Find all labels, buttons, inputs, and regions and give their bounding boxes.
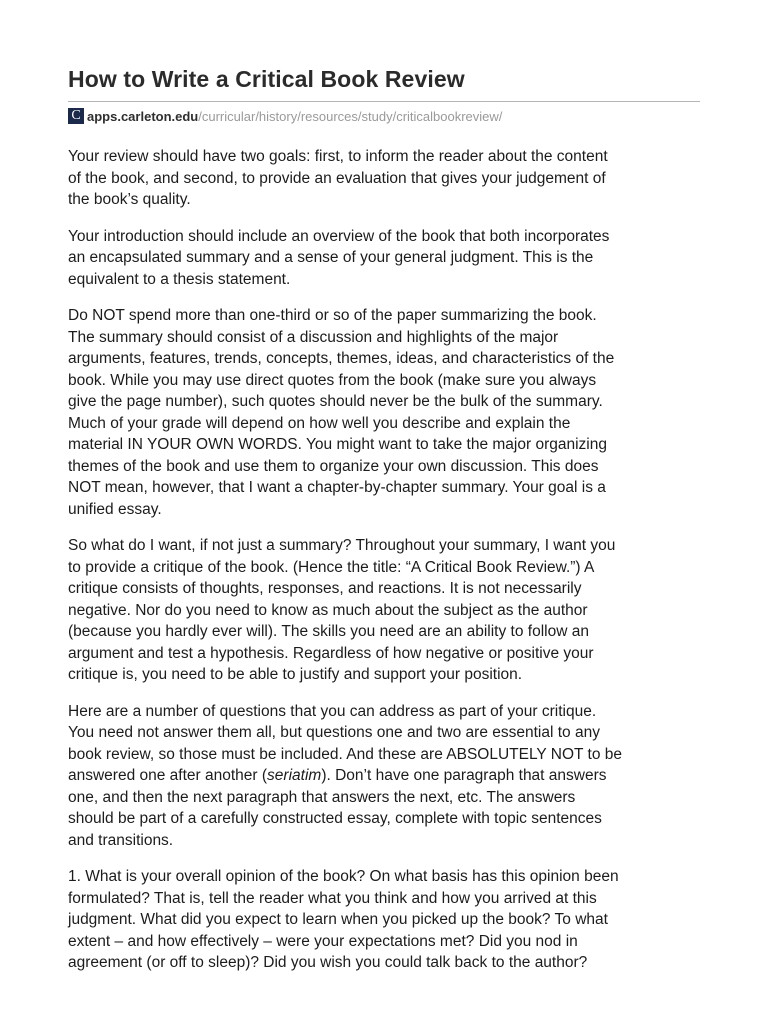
text-line: (because you hardly ever will). The skills you need are an ability to follow an: [68, 623, 589, 640]
text-line: Much of your grade will depend on how well you describe and explain the: [68, 414, 571, 432]
text-line: unified essay.: [68, 500, 162, 518]
text-line: critique is, you need to be able to justify and support your position.: [68, 666, 523, 683]
text-line: judgment. What did you expect to learn when you picked up the book? To what: [68, 911, 608, 928]
source-path[interactable]: /curricular/history/resources/study/criticalbookreview/: [198, 108, 503, 124]
text-line: one, and then the next paragraph that answers the next, etc. The answers: [68, 788, 576, 806]
text-line: Your introduction should include an overview of the book that both incorporates: [68, 227, 610, 245]
paragraph-summary: [68, 305, 708, 520]
text-run: ). Don’t have one paragraph that answers: [321, 767, 607, 784]
text-line: equivalent to a thesis statement.: [68, 270, 291, 288]
text-line: formulated? That is, tell the reader what you think and how you arrived at this: [68, 889, 597, 907]
text-line: extent – and how effectively – were your expectations met? Did you nod in: [68, 932, 578, 950]
text-line: book review, so those must be included. And these are ABSOLUTELY NOT to be: [68, 745, 623, 763]
text-line: the book’s quality.: [68, 191, 191, 208]
text-line: material IN YOUR OWN WORDS. You might want to take the major organizing: [68, 436, 607, 453]
source-domain[interactable]: apps.carleton.edu: [87, 108, 199, 124]
title-divider: [68, 101, 700, 102]
paragraph-question-one: [68, 866, 708, 974]
italic-term: seriatim: [267, 767, 322, 784]
text-line: argument and test a hypothesis. Regardless of how negative or positive your: [68, 644, 594, 662]
page-title: How to Write a Critical Book Review: [68, 66, 465, 92]
text-line: negative. Nor do you need to know as much about the subject as the author: [68, 601, 588, 619]
text-line: You need not answer them all, but questions one and two are essential to any: [68, 724, 600, 741]
text-line: should be part of a carefully constructed essay, complete with topic sentences: [68, 810, 602, 827]
text-line: arguments, features, trends, concepts, themes, ideas, and characteristics of the: [68, 350, 615, 367]
paragraph-critique: [68, 535, 708, 686]
text-line: So what do I want, if not just a summary? Throughout your summary, I want you: [68, 537, 616, 554]
article-body: [68, 146, 708, 989]
text-line: Here are a number of questions that you can address as part of your critique.: [68, 702, 597, 720]
text-line: give the page number), such quotes should never be the bulk of the summary.: [68, 393, 603, 410]
text-line: agreement (or off to sleep)? Did you wish you could talk back to the author?: [68, 954, 588, 971]
text-line-with-italic: [68, 765, 708, 787]
paragraph-goals: [68, 146, 708, 211]
carleton-logo-icon: C: [68, 108, 84, 124]
text-line: The summary should consist of a discussion and highlights of the major: [68, 328, 559, 346]
text-run: answered one after another (: [68, 767, 268, 784]
text-line: NOT mean, however, that I want a chapter-by-chapter summary. Your goal is a: [68, 479, 606, 496]
text-line: book. While you may use direct quotes from the book (make sure you always: [68, 371, 597, 389]
text-line: 1. What is your overall opinion of the book? On what basis has this opinion been: [68, 868, 619, 885]
text-line: critique consists of thoughts, responses, and reactions. It is not necessarily: [68, 580, 582, 597]
source-link[interactable]: [68, 107, 502, 125]
paragraph-introduction: [68, 226, 708, 291]
text-line: Do NOT spend more than one-third or so of the paper summarizing the book.: [68, 307, 597, 324]
text-line: and transitions.: [68, 831, 174, 849]
text-line: of the book, and second, to provide an evaluation that gives your judgement of: [68, 169, 606, 187]
text-line: an encapsulated summary and a sense of your general judgment. This is the: [68, 249, 594, 266]
text-line: themes of the book and use them to organize your own discussion. This does: [68, 457, 599, 475]
text-line: to provide a critique of the book. (Hence the title: “A Critical Book Review.”) A: [68, 558, 595, 576]
paragraph-questions: [68, 701, 708, 852]
text-line: Your review should have two goals: first, to inform the reader about the content: [68, 148, 608, 165]
